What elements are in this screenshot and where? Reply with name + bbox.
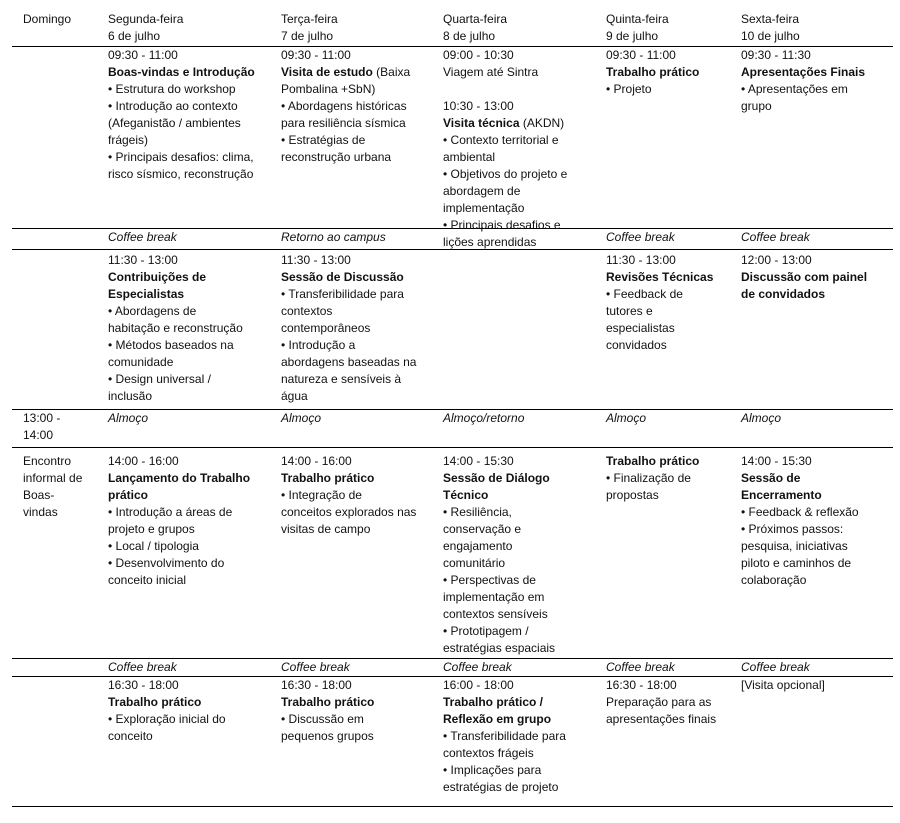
session-thu-afternoon1: Trabalho prático • Finalização de propostas (606, 454, 700, 502)
session-mon-morning1: 09:30 - 11:00 Boas-vindas e Introdução • Estrutura do workshop • Introdução ao contexto (Afeganistão / ambientes frágeis) • Principais desafios: clima, risco sísmico, reconstrução (108, 48, 255, 181)
break1-thu: Coffee break (606, 230, 675, 244)
lunch-wed: Almoço/retorno (443, 411, 525, 425)
break2-fri: Coffee break (741, 660, 810, 674)
header-wednesday: Quarta-feira 8 de julho (443, 12, 508, 43)
header-friday: Sexta-feira 10 de julho (741, 12, 800, 43)
session-tue-morning2: 11:30 - 13:00 Sessão de Discussão • Transferibilidade para contextos contemporâneos • Introdução a abordagens baseadas na natureza e sensíveis à água (281, 253, 417, 403)
session-mon-afternoon2: 16:30 - 18:00 Trabalho prático • Exploração inicial do conceito (108, 678, 226, 743)
break1-tue: Retorno ao campus (281, 230, 386, 244)
sunday-welcome-event: Encontro informal de Boas- vindas (23, 454, 83, 519)
session-mon-morning2: 11:30 - 13:00 Contribuições de Especialistas • Abordagens de habitação e reconstrução • Métodos baseados na comunidade • Design universal / inclusão (108, 253, 243, 403)
break2-thu: Coffee break (606, 660, 675, 674)
break2-wed: Coffee break (443, 660, 512, 674)
session-thu-afternoon2: 16:30 - 18:00 Preparação para as apresentações finais (606, 678, 717, 726)
session-tue-afternoon1: 14:00 - 16:00 Trabalho prático • Integração de conceitos explorados nas visitas de campo (281, 454, 417, 536)
rule-bottom (12, 806, 893, 807)
header-thursday: Quinta-feira 9 de julho (606, 12, 669, 43)
lunch-fri: Almoço (741, 411, 782, 425)
header-sunday: Domingo (23, 12, 72, 26)
lunch-thu: Almoço (606, 411, 647, 425)
break2-mon: Coffee break (108, 660, 177, 674)
session-tue-morning1: 09:30 - 11:00 Visita de estudo (Baixa Pombalina +SbN) • Abordagens históricas para resiliência sísmica • Estratégias de reconstrução urbana (281, 48, 411, 164)
lunch-time: 13:00 - 14:00 (23, 411, 61, 442)
rule-lunch-bottom (12, 447, 893, 448)
header-monday: Segunda-feira 6 de julho (108, 12, 184, 43)
header-tuesday: Terça-feira 7 de julho (281, 12, 338, 43)
session-thu-morning1: 09:30 - 11:00 Trabalho prático • Projeto (606, 48, 700, 96)
session-tue-afternoon2: 16:30 - 18:00 Trabalho prático • Discussão em pequenos grupos (281, 678, 375, 743)
lunch-mon: Almoço (108, 411, 149, 425)
session-fri-morning2: 12:00 - 13:00 Discussão com painel de convidados (741, 253, 868, 301)
break1-mon: Coffee break (108, 230, 177, 244)
session-wed-morning: 09:00 - 10:30 Viagem até Sintra 10:30 - 13:00 Visita técnica (AKDN) • Contexto territorial e ambiental • Objetivos do projeto e abordagem de implementação • Principais desafios e lições aprendidas (443, 48, 568, 249)
session-fri-morning1: 09:30 - 11:30 Apresentações Finais • Apresentações em grupo (741, 48, 866, 113)
session-mon-afternoon1: 14:00 - 16:00 Lançamento do Trabalho prático • Introdução a áreas de projeto e grupos • Local / tipologia • Desenvolvimento do conceito inicial (108, 454, 251, 587)
session-thu-morning2: 11:30 - 13:00 Revisões Técnicas • Feedback de tutores e especialistas convidados (606, 253, 714, 352)
session-fri-afternoon2: [Visita opcional] (741, 678, 825, 692)
session-fri-afternoon1: 14:00 - 15:30 Sessão de Encerramento • Feedback & reflexão • Próximos passos: pesquisa, iniciativas piloto e caminhos de colaboração (741, 454, 859, 587)
session-wed-afternoon2: 16:00 - 18:00 Trabalho prático / Reflexão em grupo • Transferibilidade para contextos frágeis • Implicações para estratégias de projeto (443, 678, 566, 794)
break1-fri: Coffee break (741, 230, 810, 244)
session-wed-afternoon1: 14:00 - 15:30 Sessão de Diálogo Técnico • Resiliência, conservação e engajamento comunitário • Perspectivas de implementação em contextos sensíveis • Prototipagem / estratégias espaciais (443, 454, 556, 655)
lunch-tue: Almoço (281, 411, 322, 425)
break2-tue: Coffee break (281, 660, 350, 674)
